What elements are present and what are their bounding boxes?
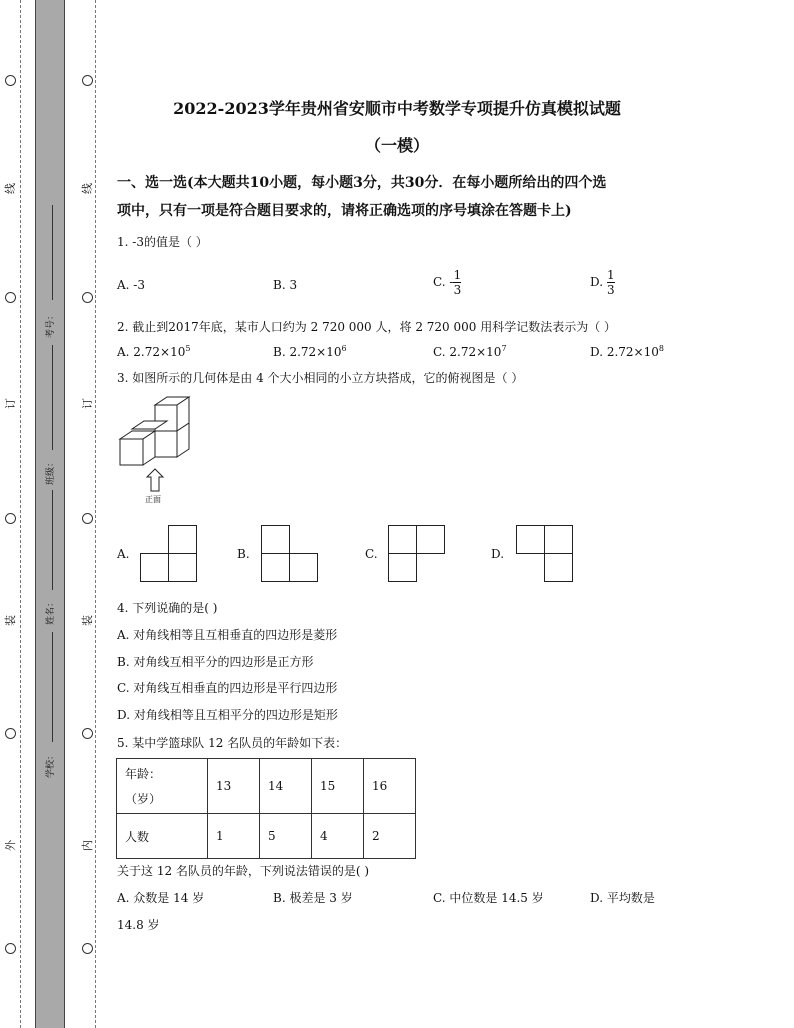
q2-option-c[interactable] (433, 344, 507, 359)
q3-option-c-figure[interactable] (387, 524, 447, 584)
fraction-denominator: 3 (453, 283, 462, 297)
binding-hole (5, 513, 16, 524)
margin-char-xian: 线 (81, 183, 94, 194)
q4-option-b[interactable]: B. 对角线互相平分的四边形是正方形 (117, 655, 314, 669)
binding-hole (82, 292, 93, 303)
fraction-denominator: 3 (607, 283, 615, 297)
margin-char-zhuang: 装 (81, 615, 94, 626)
margin-char-zhuang: 装 (4, 615, 17, 626)
table-row (117, 814, 416, 859)
table-cell: 16 (364, 759, 416, 814)
q2-option-b[interactable] (273, 344, 347, 359)
question-2: 2. 截止到2017年底，某市人口约为 2 720 000 人，将 2 720 000 用科学记数法表示为（ ） (117, 320, 617, 334)
field-class-label: 班级： (46, 457, 57, 486)
binding-hole (82, 943, 93, 954)
question-5-prompt: 关于这 12 名队员的年龄，下列说法错误的是( ) (117, 864, 370, 878)
q5-option-a[interactable]: A. 众数是 14 岁 (117, 891, 205, 905)
binding-hole (5, 75, 16, 86)
fraction-numerator: 1 (453, 268, 462, 282)
q1-option-d-prefix: D. (590, 275, 604, 289)
fraction-numerator: 1 (607, 268, 615, 282)
q1-option-c-prefix: C. - (433, 275, 454, 289)
q3-option-b-label[interactable]: B. (237, 547, 250, 561)
q2-option-a-base: A. 2.72×10 (117, 345, 186, 359)
cube-solid-figure (115, 393, 195, 508)
table-cell: 13 (208, 759, 260, 814)
binding-hole (82, 728, 93, 739)
q3-option-a-figure[interactable] (139, 524, 199, 584)
q5-option-c[interactable]: C. 中位数是 14.5 岁 (433, 891, 544, 905)
margin-char-wai: 外 (4, 840, 17, 851)
table-row (117, 759, 416, 814)
q5-option-b[interactable]: B. 极差是 3 岁 (273, 891, 353, 905)
table-cell: 4 (312, 814, 364, 859)
q2-option-b-exp: 6 (341, 344, 347, 353)
q2-option-a[interactable] (117, 344, 190, 359)
q5-option-d[interactable]: D. 平均数是 (590, 891, 655, 905)
q3-option-c-label[interactable]: C. (365, 547, 378, 561)
section-heading-cont: 项中，只有一项是符合题目要求的，请将正确选项的序号填涂在答题卡上) (117, 203, 572, 219)
field-name-label: 姓名： (46, 597, 57, 626)
table-cell: 2 (364, 814, 416, 859)
binding-hole (82, 75, 93, 86)
binding-hole (5, 943, 16, 954)
q1-option-d[interactable] (590, 268, 615, 297)
field-exam-number-label: 考号： (46, 310, 57, 339)
binding-hole (5, 728, 16, 739)
age-header-unit: （岁） (125, 792, 162, 806)
question-4: 4. 下列说确的是( ) (117, 601, 218, 615)
field-name-line[interactable] (52, 490, 53, 590)
age-header-text: 年龄： (125, 767, 162, 781)
q2-option-d[interactable] (590, 344, 664, 359)
q3-option-d-label[interactable]: D. (491, 547, 505, 561)
field-exam-number-line[interactable] (52, 205, 53, 300)
fraction-one-third (607, 268, 615, 297)
q2-option-a-exp: 5 (185, 344, 191, 353)
table-cell: 1 (208, 814, 260, 859)
page-title: 2022-2023学年贵州省安顺市中考数学专项提升仿真模拟试题 (173, 99, 621, 118)
table-header-count: 人数 (117, 814, 208, 859)
q2-option-c-exp: 7 (501, 344, 507, 353)
field-school-line[interactable] (52, 632, 53, 742)
margin-char-ding: 订 (4, 398, 17, 409)
section-heading: 一、选一选(本大题共10小题，每小题3分，共30分．在每小题所给出的四个选 (117, 175, 607, 191)
margin-char-xian: 线 (4, 183, 17, 194)
q2-option-d-exp: 8 (658, 344, 664, 353)
q4-option-c[interactable]: C. 对角线互相垂直的四边形是平行四边形 (117, 681, 338, 695)
q4-option-a[interactable]: A. 对角线相等且互相垂直的四边形是菱形 (117, 628, 338, 642)
front-view-label: 正面 (145, 495, 161, 504)
field-school-label: 学校： (46, 750, 57, 779)
binding-hole (5, 292, 16, 303)
age-table (116, 758, 416, 859)
q2-option-b-base: B. 2.72×10 (273, 345, 342, 359)
table-cell: 15 (312, 759, 364, 814)
fraction-one-third (453, 268, 461, 297)
table-cell: 14 (260, 759, 312, 814)
margin-char-ding: 订 (81, 398, 94, 409)
question-5: 5. 某中学篮球队 12 名队员的年龄如下表： (117, 736, 348, 750)
question-3: 3. 如图所示的几何体是由 4 个大小相同的小立方块搭成，它的俯视图是（ ） (117, 371, 524, 385)
binding-hole (82, 513, 93, 524)
q5-option-d-cont: 14.8 岁 (117, 918, 160, 932)
question-1: 1. -3的值是（ ） (117, 235, 208, 249)
q3-option-d-figure[interactable] (515, 524, 575, 584)
page-subtitle: （一模） (364, 136, 429, 155)
table-cell: 5 (260, 814, 312, 859)
q3-option-a-label[interactable]: A. (117, 547, 130, 561)
margin-char-nei: 内 (81, 840, 94, 851)
q4-option-d[interactable]: D. 对角线相等且互相平分的四边形是矩形 (117, 708, 338, 722)
q3-option-b-figure[interactable] (260, 524, 320, 584)
field-class-line[interactable] (52, 345, 53, 450)
q1-option-a[interactable]: A. -3 (117, 278, 145, 292)
table-header-age (117, 759, 208, 814)
q1-option-b[interactable]: B. 3 (273, 278, 298, 292)
q2-option-c-base: C. 2.72×10 (433, 345, 502, 359)
q1-option-c[interactable] (433, 268, 461, 297)
q2-option-d-base: D. 2.72×10 (590, 345, 659, 359)
